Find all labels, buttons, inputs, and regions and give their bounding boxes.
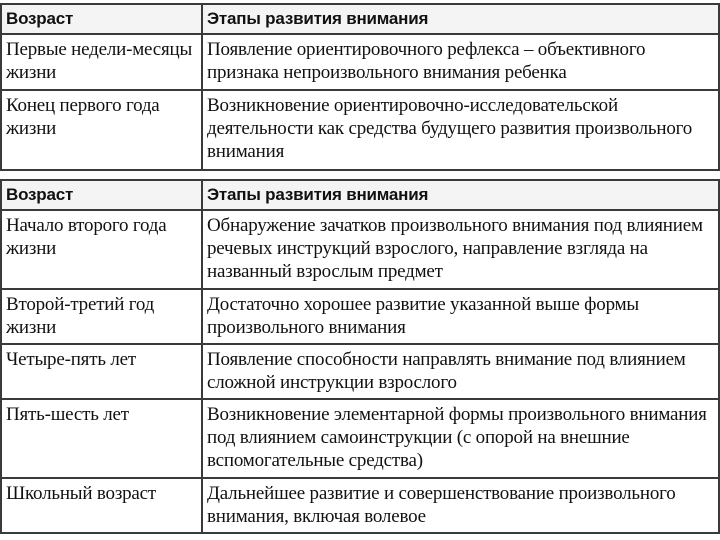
table-header-row	[1, 180, 719, 210]
stage-cell: Возникновение ориентировочно-исследовательской деятельности как средства будущего развития произвольного внимания	[202, 90, 719, 170]
header-age: Возраст	[1, 180, 202, 210]
table-row	[1, 289, 719, 344]
stage-cell: Дальнейшее развитие и совершенствование произвольного внимания, включая волевое	[202, 478, 719, 533]
attention-stages-table-2	[0, 179, 720, 534]
table-row	[1, 344, 719, 399]
age-cell: Четыре-пять лет	[1, 344, 202, 399]
header-stages: Этапы развития внимания	[202, 180, 719, 210]
stage-cell: Достаточно хорошее развитие указанной выше формы произвольного внимания	[202, 289, 719, 344]
stage-cell: Появление ориентировочного рефлекса – объективного признака непроизвольного внимания ребенка	[202, 34, 719, 90]
stage-cell: Возникновение элементарной формы произвольного внимания под влиянием самоинструкции (с опорой на внешние вспомогательные средства)	[202, 399, 719, 478]
header-stages: Этапы развития внимания	[202, 4, 719, 34]
age-cell: Пять-шесть лет	[1, 399, 202, 478]
table-header-row	[1, 4, 719, 34]
table-row	[1, 478, 719, 533]
table-row	[1, 399, 719, 478]
attention-stages-table-1	[0, 3, 720, 171]
stage-cell: Появление способности направлять внимание под влиянием сложной инструкции взрослого	[202, 344, 719, 399]
table-row	[1, 90, 719, 170]
age-cell: Школьный возраст	[1, 478, 202, 533]
age-cell: Второй-третий год жизни	[1, 289, 202, 344]
table-row	[1, 210, 719, 289]
stage-cell: Обнаружение зачатков произвольного внимания под влиянием речевых инструкций взрослого, направление взгляда на названный взрослым предмет	[202, 210, 719, 289]
header-age: Возраст	[1, 4, 202, 34]
age-cell: Конец первого года жизни	[1, 90, 202, 170]
table-row	[1, 34, 719, 90]
age-cell: Начало второго года жизни	[1, 210, 202, 289]
age-cell: Первые недели-месяцы жизни	[1, 34, 202, 90]
